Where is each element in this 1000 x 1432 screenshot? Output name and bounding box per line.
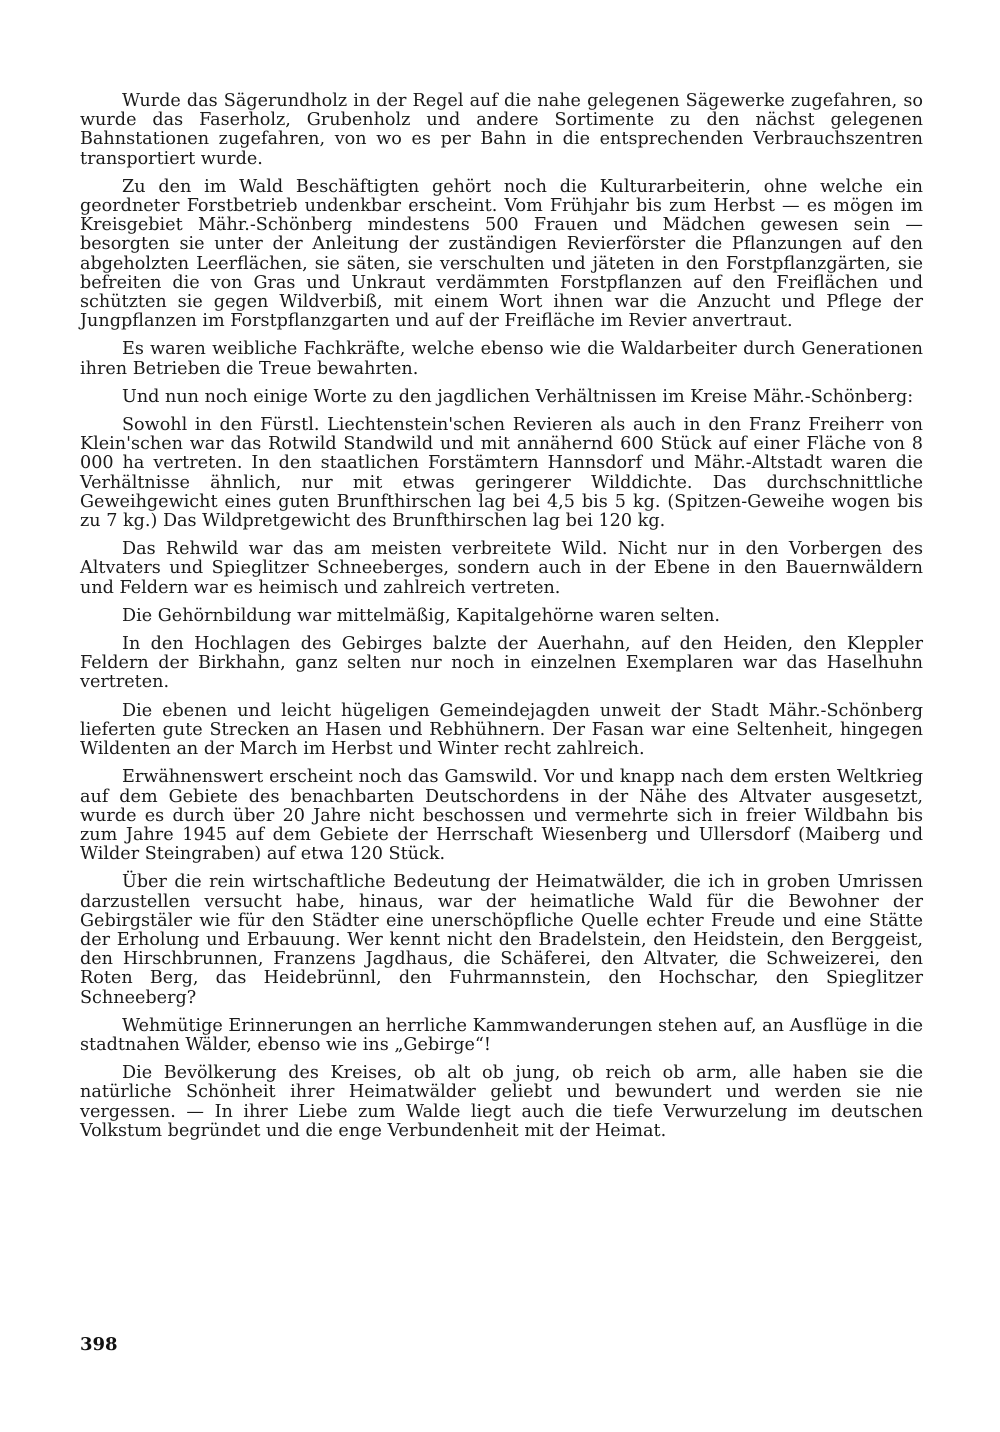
paragraph-chamois: Erwähnenswert erscheint noch das Gamswild. Vor und knapp nach dem ersten Weltkrieg auf dem Gebiete des benachbarten Deutschordens in der Nähe des Altvater ausgesetzt, wurde es durch über 20 Jahre nicht beschossen und vermehrte sich in freier Wildbahn bis zum Jahre 1945 auf dem Gebiete der Herrschaft Wiesenberg und Ullersdorf (Maiberg und Wilder Steingraben) auf etwa 120 Stück.	[80, 767, 923, 865]
paragraph-forest-workers: Zu den im Wald Beschäftigten gehört noch die Kulturarbeiterin, ohne welche ein geordneter Forstbetrieb undenkbar erscheint. Vom Frühjahr bis zum Herbst — es mögen im Kreisgebiet Mähr.-Schönberg mindestens 500 Frauen und Mädchen gewesen sein — besorgten sie unter der Anleitung der zuständigen Revierförster die Pflanzungen auf den abgeholzten Leerflächen, sie säten, sie verschulten und jäteten in den Forstpflanzgärten, sie befreiten die von Gras und Unkraut verdämmten Forstpflanzen auf den Freiflächen und schützten sie gegen Wildverbiß, mit einem Wort ihnen war die Anzucht und Pflege der Jungpflanzen im Forstpflanzgarten und auf der Freifläche im Revier anvertraut.	[80, 176, 923, 332]
paragraph-homeland: Die Bevölkerung des Kreises, ob alt ob jung, ob reich ob arm, alle haben sie die natürliche Schönheit ihrer Heimatwälder geliebt und bewundert und werden sie nie vergessen. — In ihrer Liebe zum Walde liegt auch die tiefe Verwurzelung im deutschen Volkstum begründet und die enge Verbundenheit mit der Heimat.	[80, 1063, 923, 1141]
paragraph-grouse: In den Hochlagen des Gebirges balzte der Auerhahn, auf den Heiden, den Kleppler Feldern der Birkhahn, ganz selten nur noch in einzelnen Exemplaren war das Haselhuhn vertreten.	[80, 634, 923, 693]
paragraph-red-deer: Sowohl in den Fürstl. Liechtenstein'schen Revieren als auch in den Franz Freiherr von Klein'schen war das Rotwild Standwild und mit annähernd 600 Stück auf einer Fläche von 8 000 ha vertreten. In den staatlichen Forstämtern Hannsdorf und Mähr.-Altstadt waren die Verhältnisse ähnlich, nur mit etwas geringerer Wilddichte. Das durchschnittliche Geweihgewicht eines guten Brunfthirschen lag bei 4,5 bis 5 kg. (Spitzen-Geweihe wogen bis zu 7 kg.) Das Wildpretgewicht des Brunfthirschen lag bei 120 kg.	[80, 415, 923, 532]
page-number: 398	[80, 1334, 118, 1355]
paragraph-timber-transport: Wurde das Sägerundholz in der Regel auf die nahe gelegenen Sägewerke zugefahren, so wurde das Faserholz, Grubenholz und andere Sortimente zu den nächst gelegenen Bahnstationen zugefahren, von wo es per Bahn in die entsprechenden Verbrauchszentren transportiert wurde.	[80, 91, 923, 169]
paragraph-small-game: Die ebenen und leicht hügeligen Gemeindejagden unweit der Stadt Mähr.-Schönberg lieferten gute Strecken an Hasen und Rebhühnern. Der Fasan war eine Seltenheit, hingegen Wildenten an der March im Herbst und Winter recht zahlreich.	[80, 700, 923, 760]
paragraph-hunting-intro: Und nun noch einige Worte zu den jagdlichen Verhältnissen im Kreise Mähr.-Schönberg:	[122, 386, 914, 407]
paragraph-memories: Wehmütige Erinnerungen an herrliche Kammwanderungen stehen auf, an Ausflüge in die stadtnahen Wälder, ebenso wie ins „Gebirge“!	[80, 1015, 923, 1055]
page-body	[80, 92, 923, 1150]
paragraph-female-specialists: Es waren weibliche Fachkräfte, welche ebenso wie die Waldarbeiter durch Generationen ihren Betrieben die Treue bewahrten.	[80, 339, 923, 379]
paragraph-roe-deer: Das Rehwild war das am meisten verbreitete Wild. Nicht nur in den Vorbergen des Altvaters und Spieglitzer Schneeberges, sondern auch in der Ebene in den Bauernwäldern und Feldern war es heimisch und zahlreich vertreten.	[80, 539, 923, 598]
paragraph-forest-joy: Über die rein wirtschaftliche Bedeutung der Heimatwälder, die ich in groben Umrissen darzustellen versucht habe, hinaus, war der heimatliche Wald für die Bewohner der Gebirgstäler wie für den Städter eine unerschöpfliche Quelle echter Freude und eine Stätte der Erholung und Erbauung. Wer kennt nicht den Bradelstein, den Heidstein, den Berggeist, den Hirschbrunnen, Franzens Jagdhaus, die Schäferei, den Altvater, die Schweizerei, den Roten Berg, das Heidebrünnl, den Fuhrmannstein, den Hochschar, den Spieglitzer Schneeberg?	[80, 872, 923, 1008]
paragraph-antlers: Die Gehörnbildung war mittelmäßig, Kapitalgehörne waren selten.	[122, 605, 721, 626]
